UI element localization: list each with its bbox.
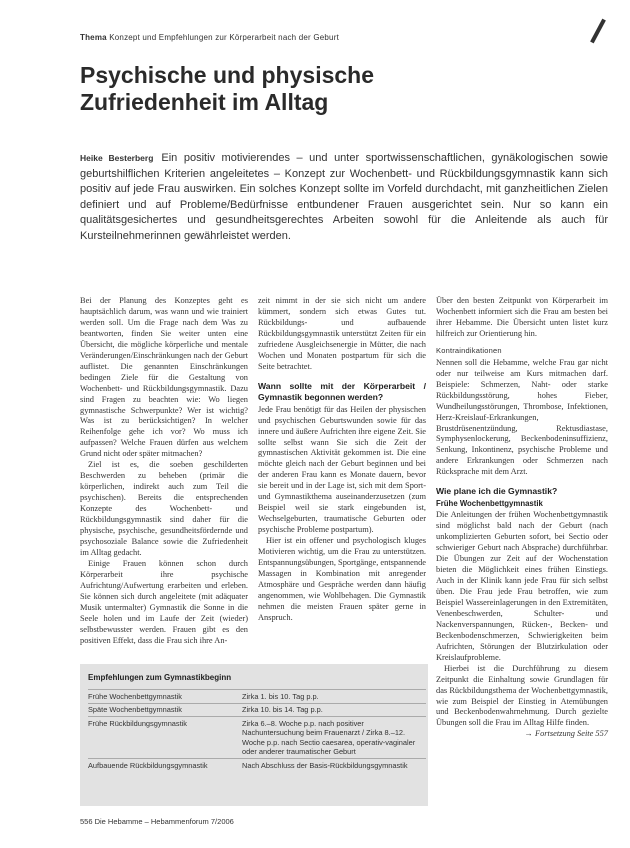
col3-paragraph-1: Über den besten Zeitpunkt von Körperarbeit im Wochenbett informiert sich die Frau am besten bei ihrer Hebamme. Die Übersicht unten listet kurz hilfreich zur Orientierung hin. (436, 296, 608, 338)
recommendation-table (88, 689, 426, 772)
author-name: Heike Besterberg (80, 153, 154, 163)
col1-paragraph-1: Bei der Planung des Konzeptes geht es hauptsächlich darum, was wann und wie trainiert werden soll. Um die Frage nach dem Was zu beantworten, finden Sie weiter unten eine Übersicht, die mögliche körperliche und mentale Veränderungen/Einschränkungen nach der Geburt auflistet. Die genannten Einschränkungen bedingen Ziele für die Gestaltung von Wochenbett- und Rückbildungsgymnastik. Dazu sind Fragen zu beachten wie: Wo liegen gymnastische Schwerpunkte? Wer ist wichtig? Was ist zu berücksichtigen? In welcher Reihenfolge gehe ich vor? Wo muss ich aufpassen? Welche Frauen dürfen aus welchem Grund nicht oder später mitmachen? (80, 296, 248, 459)
col2-paragraph-1: zeit nimmt in der sie sich nicht um andere kümmert, sondern sich etwas Gutes tut. Rückbildungs- und aufbauende Rückbildungsgymnastik unterstützt Zeiten für ein zufriedene Ausgleichsenergie in Mütter, die nach Wochen und Monaten postpartum für sich die Seite betrachtet. (258, 296, 426, 371)
col1-paragraph-2: Ziel ist es, die soeben geschilderten Beschwerden zu beheben (primär die körperlichen, indirekt auch zum Teil die psychischen). Bereits die entsprechenden Konzepte des Wochenbett- und Rückbildungsgymnastik sind daher für die physische, psychische, gesundheitsfördernde und psychosoziale Balance sowie die Zufriedenheit im Alltag gedacht. (80, 460, 248, 557)
table-cell-phase: Frühe Rückbildungsgymnastik (88, 717, 242, 759)
column-3 (436, 296, 608, 740)
col1-paragraph-3: Einige Frauen können schon durch Körperarbeit ihre psychische Aufrichtung/Aufwertung erarbeiten und erleben. Sie können sich durch angeleitete (mit adäquater Musik untermalter) Gymnastik die Sonne in die Seele holen und im Laufe der Zeit (wieder) selbstbewusster werden. Frauen gibt es den positiven Effekt, dass die Frau sich ihre An- (80, 558, 248, 645)
col3-paragraph-2: Nennen soll die Hebamme, welche Frau gar nicht oder nur teilweise am Kurs mitmachen darf. Beispiele: Schmerzen, Naht- oder starke Rückbildungsstörung, hohes Fieber, Wundheilungsstörungen, Thrombose, Infektionen, Herz-Kreislauf-Erkrankungen, Brustdrüsenentzündung, Rektusdiastase, Symphysenlockerung, Beckenbodeninsuffizienz, Senkung, Inkontinenz, psychische Probleme und andere Erkrankungen oder Schmerzen nach Rücksprache mit dem Arzt. (436, 357, 608, 477)
continuation-note: → Fortsetzung Seite 557 (524, 729, 608, 739)
title-line-2: Zufriedenheit im Alltag (80, 89, 329, 115)
kicker-label: Thema (80, 33, 107, 42)
table-cell-timing: Zirka 10. bis 14. Tag p.p. (242, 703, 426, 717)
table-cell-timing: Nach Abschluss der Basis-Rückbildungsgymnastik (242, 759, 426, 772)
title-line-1: Psychische und physische (80, 62, 375, 88)
table-cell-phase: Frühe Wochenbettgymnastik (88, 690, 242, 704)
table-cell-phase: Aufbauende Rückbildungsgymnastik (88, 759, 242, 772)
table-cell-timing: Zirka 6.–8. Woche p.p. nach positiver Nachuntersuchung beim Frauenarzt / Zirka 8.–12. Woche p.p. nach Sectio caesarea, operativ-vaginaler oder anderer traumatischer Geburt (242, 717, 426, 759)
page-title (80, 62, 374, 116)
col2-paragraph-3: Hier ist ein offener und psychologisch kluges Motivieren wichtig, um die Frau zu unterstützen. Entspannungsübungen, Sportgänge, entspannende Massagen in Kombination mit anregender Atmosphäre und Gespräche werden dann häufig angenommen, wie Wohlbehagen. Die Gymnastik nehmen die meisten Frauen später gerne in Anspruch. (258, 536, 426, 622)
page-footer: 556 Die Hebamme – Hebammenforum 7/2006 (80, 817, 234, 826)
kicker-text: Konzept und Empfehlungen zur Körperarbeit nach der Geburt (109, 33, 339, 42)
box-title: Empfehlungen zum Gymnastikbeginn (88, 673, 232, 682)
col3-heading: Wie plane ich die Gymnastik? (436, 486, 558, 497)
column-1 (80, 296, 248, 647)
table-row (88, 759, 426, 772)
table-row (88, 717, 426, 759)
kicker (80, 33, 339, 42)
col3-subheading: Frühe Wochenbettgymnastik (436, 499, 543, 509)
table-cell-phase: Späte Wochenbettgymnastik (88, 703, 242, 717)
section-mark (590, 19, 606, 44)
col3-subheading-contraindications: Kontraindikationen (436, 345, 502, 355)
lead-paragraph (80, 151, 608, 244)
lead-text: Ein positiv motivierendes – und unter sportwissenschaftlichen, gynäkologischen sowie geburtshilflichen Kriterien angeleitetes – Konzept zur Wochenbett- und Rückbildungsgymnastik kann sich positiv auf jede Frau auswirken. Ein solches Konzept sollte im Vorfeld durchdacht, mit ganzheitlichen Zielen definiert und auf Probleme/Bedürfnisse entbundener Frauen ausgerichtet sein. Nur so kann ein qualitätsgesichertes und gesundheitsgerechtes Arbeiten sowohl für die Anleitende als auch für Kursteilnehmerinnen gewährleistet werden. (80, 152, 609, 242)
col3-paragraph-4: Hierbei ist die Durchführung zu diesem Zeitpunkt die Einhaltung sowie Grundlagen für das Rückbildungsthema der Wochenbettgymnastik, wie zum Beispiel der Einstieg in Atemübungen und Beckenbodenwahrnehmung. Durch gezielte Übungen soll die Frau im Alltag Hilfe finden. (436, 663, 608, 728)
table-row (88, 690, 426, 704)
col2-paragraph-2: Jede Frau benötigt für das Heilen der physischen und psychischen Geburtswunden sowie für das innere und äußere Aufrichten ihre eigene Zeit. Sie sollte selbst wann Sie sich die Zeit der gymnastischen Aktivität gekommen ist. Die eine möchte gleich nach der Geburt beginnen und bei der anderen Frau kann es Monate dauern, bevor sie bereit und in der Lage ist, sich mit dem Sport- und Gymnastikthema auseinanderzusetzen (zum Beispiel weil sie stark eingebunden ist, Wechselgeburten, traumatische Geburten oder psychische Probleme postpartum). (258, 404, 426, 535)
table-cell-timing: Zirka 1. bis 10. Tag p.p. (242, 690, 426, 704)
col2-heading: Wann sollte mit der Körperarbeit / Gymnastik begonnen werden? (258, 380, 426, 402)
column-2 (258, 296, 426, 624)
table-row (88, 703, 426, 717)
col3-paragraph-3: Die Anleitungen der frühen Wochenbettgymnastik sind möglichst bald nach der Geburt (nach unkomplizierten Geburten sofort, bei Sectio oder schwieriger Geburt nach Absprache) durchführbar. Die Übungen zur Zeit auf der Wochenstation bieten die Möglichkeit eines frühen Einstiegs. Auch in der Klinik kann jede Frau für sich selbst üben. Die Frau jede Frau betroffen, wie zum Beispiel Wassereinlagerungen in den Extremitäten, Venenbeschwerden, Schulter- und Nackenverspannungen, Rücken-, Becken- und Beckenbodenschmerzen, Schwierigkeiten beim Aufrichten, Störungen der Blutzirkulation oder Kreislaufprobleme. (436, 510, 608, 662)
